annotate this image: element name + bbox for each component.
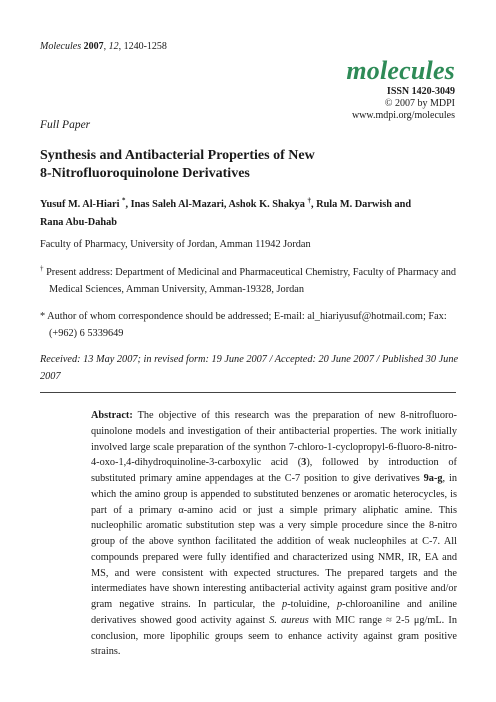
compound-3: 3 — [301, 457, 307, 469]
journal-logo: molecules — [346, 56, 455, 85]
author-mark-dagger: † — [307, 196, 311, 205]
present-address-line-1: Present address: Department of Medicinal and Pharmaceutical Chemistry, Faculty of Pharmacy and — [46, 267, 457, 278]
received-dates — [40, 352, 460, 385]
correspondence-line-1: * Author of whom correspondence should be addressed; E-mail: al_hiariyusuf@hotmail.com; Fax: — [40, 311, 447, 322]
author-1-mark: * — [122, 196, 126, 205]
publisher-info — [352, 86, 455, 122]
abstract — [91, 408, 457, 660]
journal-year: 2007 — [83, 41, 104, 52]
correspondence-note — [40, 309, 460, 342]
italic-p-1: p — [282, 599, 288, 610]
dagger-mark: † — [40, 264, 44, 273]
journal-volume: 12 — [108, 41, 119, 52]
journal-citation: Molecules 2007, 12, 1240-1258 — [40, 41, 167, 52]
journal-pages: 1240-1258 — [123, 41, 167, 52]
author-1: Yusuf M. Al-Hiari — [40, 199, 120, 210]
received-line-1: Received: 13 May 2007; in revised form: 19 June 2007 / Accepted: 20 June 2007 / Published 30 June — [40, 354, 459, 365]
present-address-line-2: Medical Sciences, Amman University, Amman-19328, Jordan — [49, 283, 304, 295]
issn: ISSN 1420-3049 — [386, 86, 455, 97]
copyright: © 2007 by MDPI — [384, 98, 455, 109]
correspondence-line-2: (+962) 6 5339649 — [49, 327, 124, 339]
abstract-text-2: ), followed by introduction of substituted primary amine appendages at the C-7 position to give derivatives — [91, 457, 457, 484]
journal-name: Molecules — [40, 41, 82, 52]
abstract-text-4: -toluidine, — [287, 599, 337, 610]
paper-title — [40, 147, 460, 183]
title-line-2: 8-Nitrofluoroquinolone Derivatives — [40, 166, 250, 181]
affiliation: Faculty of Pharmacy, University of Jordan, Amman 11942 Jordan — [40, 239, 311, 250]
abstract-text-3: , in which the amino group is appended to substituted benzenes or aromatic heterocycles, is part of a primary α-amino acid or just a simple primary aliphatic amine. This nucleophilic aromatic substitution step was a very simple procedure since the 8-nitro group of the above synthon facilitated the addition of weak nucleophiles at C-7. All compounds prepared were fully identified and characterized using NMR, IR, EA and MS, and were consistent with expected structures. The prepared targets and the intermediates have shown interesting antibacterial activity against gram positive and/or gram negative strains. In particular, the — [91, 473, 457, 610]
abstract-label: Abstract: — [91, 410, 133, 421]
received-line-2: 2007 — [40, 370, 61, 382]
authors-2: , Inas Saleh Al-Mazari, Ashok K. Shakya — [125, 199, 305, 210]
italic-p-2: p — [336, 599, 343, 610]
divider — [40, 392, 456, 393]
abstract-text-5: -chloroaniline and aniline derivatives showed good activity against — [91, 599, 457, 626]
author-list — [40, 196, 460, 232]
abstract-text-1: The objective of this research was the preparation of new 8-nitrofluoro-quinolone models and investigation of their antibacterial properties. The work initially involved large scale preparation of the synthon 7-chloro-1-cyclopropyl-6-fluoro-8-nitro-4-oxo-1,4-dihydroquinoline-3-carboxylic acid ( — [91, 410, 457, 469]
present-address-note — [40, 265, 460, 298]
abstract-text-6: with MIC range ≈ 2-5 μg/mL. In conclusion, more lipophilic groups seem to enhance activity against gram positive strains. — [91, 614, 457, 658]
paper-type: Full Paper — [40, 119, 91, 131]
compounds-9a-g: 9a-g — [423, 473, 443, 484]
s-aureus: S. aureus — [269, 614, 309, 626]
title-line-1: Synthesis and Antibacterial Properties of New — [40, 148, 315, 163]
journal-url[interactable]: www.mdpi.org/molecules — [351, 110, 455, 121]
authors-3: , Rula M. Darwish and — [310, 199, 412, 210]
author-last: Rana Abu-Dahab — [40, 217, 117, 228]
